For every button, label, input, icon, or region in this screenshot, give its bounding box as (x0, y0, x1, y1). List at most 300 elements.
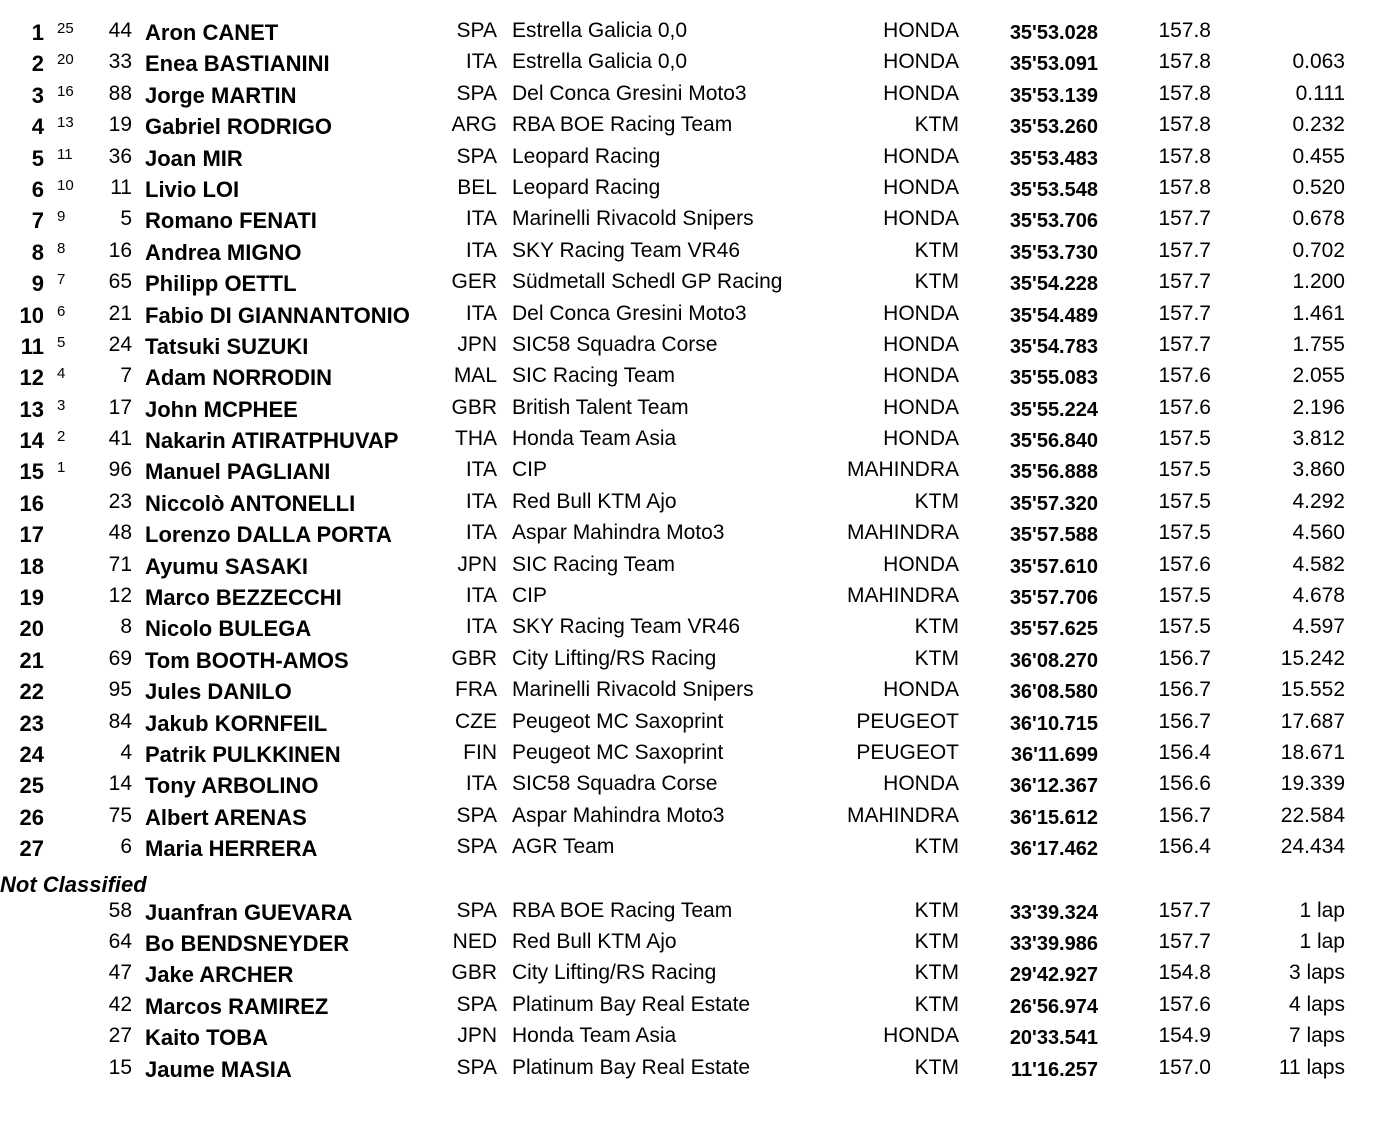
rider-number: 8 (120, 615, 132, 639)
rider-number: 41 (108, 427, 132, 451)
avg-speed: 157.5 (1158, 521, 1211, 545)
position: 25 (19, 773, 44, 799)
results-table (0, 16, 1376, 1084)
position: 26 (19, 804, 44, 830)
rider-number: 27 (108, 1024, 132, 1048)
team-name: RBA BOE Racing Team (512, 113, 733, 137)
gap: 0.678 (1292, 207, 1345, 231)
manufacturer: KTM (914, 961, 959, 985)
total-time: 36'11.699 (1010, 743, 1098, 766)
nation: ITA (465, 489, 497, 513)
result-row (0, 707, 1376, 738)
avg-speed: 157.6 (1158, 552, 1211, 576)
avg-speed: 157.6 (1158, 992, 1211, 1016)
manufacturer: KTM (914, 113, 959, 137)
rider-name: Ayumu SASAKI (145, 553, 308, 579)
nation: SPA (456, 992, 497, 1016)
nation: ITA (465, 301, 497, 325)
team-name: Del Conca Gresini Moto3 (512, 301, 747, 325)
points: 4 (57, 365, 66, 383)
team-name: British Talent Team (512, 395, 689, 419)
gap: 0.702 (1292, 238, 1345, 262)
rider-name: John MCPHEE (145, 396, 298, 422)
total-time: 35'57.588 (1009, 524, 1098, 547)
manufacturer: KTM (914, 238, 959, 262)
nation: ITA (465, 50, 497, 74)
total-time: 36'10.715 (1009, 712, 1098, 735)
total-time: 35'55.224 (1009, 398, 1098, 421)
total-time: 33'39.324 (1009, 901, 1098, 924)
manufacturer: PEUGEOT (856, 709, 959, 733)
avg-speed: 157.7 (1158, 332, 1211, 356)
nation: GBR (451, 961, 497, 985)
position: 14 (19, 428, 44, 454)
avg-speed: 156.4 (1158, 740, 1211, 764)
rider-number: 17 (108, 395, 132, 419)
nation: FIN (463, 740, 497, 764)
manufacturer: HONDA (883, 81, 959, 105)
manufacturer: HONDA (883, 395, 959, 419)
points: 8 (57, 239, 66, 257)
result-row (0, 550, 1376, 581)
gap: 18.671 (1280, 740, 1345, 764)
gap: 15.552 (1280, 678, 1345, 702)
avg-speed: 157.5 (1158, 427, 1211, 451)
result-row (0, 769, 1376, 800)
total-time: 29'42.927 (1009, 964, 1098, 987)
gap: 4.292 (1292, 489, 1345, 513)
nation: FRA (455, 678, 497, 702)
points: 5 (57, 333, 66, 351)
avg-speed: 157.7 (1158, 929, 1211, 953)
rider-number: 12 (108, 584, 132, 608)
rider-number: 84 (108, 709, 132, 733)
position: 3 (31, 82, 44, 108)
team-name: SKY Racing Team VR46 (512, 615, 741, 639)
manufacturer: KTM (914, 270, 959, 294)
gap: 1.200 (1292, 270, 1345, 294)
avg-speed: 157.8 (1158, 81, 1211, 105)
avg-speed: 157.8 (1158, 19, 1211, 42)
manufacturer: MAHINDRA (846, 521, 959, 545)
rider-number: 11 (110, 175, 132, 199)
avg-speed: 157.5 (1158, 615, 1211, 639)
gap: 4 laps (1288, 992, 1345, 1016)
team-name: Aspar Mahindra Moto3 (512, 803, 725, 827)
not-classified-heading: Not Classified (0, 871, 147, 897)
gap: 0.063 (1292, 50, 1345, 74)
rider-number: 95 (108, 678, 132, 702)
total-time: 20'33.541 (1009, 1027, 1098, 1050)
points: 13 (57, 114, 74, 132)
total-time: 35'54.489 (1009, 304, 1098, 327)
nation: GBR (451, 646, 497, 670)
gap: 4.560 (1292, 521, 1345, 545)
position: 7 (31, 208, 44, 234)
team-name: Honda Team Asia (512, 427, 677, 451)
team-name: Peugeot MC Saxoprint (512, 740, 724, 764)
avg-speed: 156.7 (1158, 678, 1211, 702)
rider-name: Maria HERRERA (145, 836, 318, 862)
rider-name: Tom BOOTH-AMOS (145, 647, 349, 673)
team-name: Aspar Mahindra Moto3 (512, 521, 725, 545)
rider-name: Nakarin ATIRATPHUVAP (145, 428, 399, 454)
manufacturer: PEUGEOT (856, 740, 959, 764)
position: 21 (19, 647, 44, 673)
position: 2 (31, 51, 44, 77)
total-time: 35'53.730 (1009, 241, 1098, 264)
rider-number: 69 (108, 646, 132, 670)
points: 2 (57, 428, 66, 446)
rider-number: 48 (108, 521, 132, 545)
points: 11 (57, 145, 73, 163)
rider-number: 33 (108, 50, 132, 74)
gap: 19.339 (1280, 772, 1345, 796)
rider-name: Livio LOI (145, 176, 240, 202)
result-row (0, 832, 1376, 863)
total-time: 33'39.986 (1009, 932, 1098, 955)
rider-number: 88 (108, 81, 132, 105)
gap: 0.520 (1292, 175, 1345, 199)
avg-speed: 157.8 (1158, 175, 1211, 199)
rider-number: 16 (108, 238, 132, 262)
result-row (0, 738, 1376, 769)
rider-name: Tony ARBOLINO (145, 773, 319, 799)
manufacturer: KTM (914, 1055, 959, 1079)
result-row (0, 267, 1376, 298)
gap: 1 lap (1299, 898, 1345, 922)
manufacturer: HONDA (883, 50, 959, 74)
team-name: CIP (512, 458, 548, 482)
avg-speed: 157.5 (1158, 584, 1211, 608)
gap: 1.461 (1292, 301, 1345, 325)
result-row (0, 1053, 1376, 1084)
rider-name: Tatsuki SUZUKI (145, 333, 309, 359)
rider-number: 23 (108, 489, 132, 513)
result-row (0, 581, 1376, 612)
result-row (0, 204, 1376, 235)
gap: 3.812 (1292, 427, 1345, 451)
total-time: 35'56.888 (1009, 461, 1098, 484)
rider-number: 71 (108, 552, 132, 576)
gap: 0.455 (1292, 144, 1345, 168)
manufacturer: HONDA (883, 678, 959, 702)
gap: 0.111 (1295, 81, 1345, 105)
result-row (0, 330, 1376, 361)
points: 10 (57, 176, 74, 194)
rider-number: 14 (108, 772, 132, 796)
avg-speed: 157.7 (1158, 238, 1211, 262)
total-time: 35'54.228 (1009, 273, 1098, 296)
total-time: 36'17.462 (1009, 838, 1098, 861)
points: 6 (57, 302, 66, 320)
points: 16 (57, 82, 74, 100)
total-time: 35'56.840 (1009, 430, 1098, 453)
points: 9 (57, 208, 66, 226)
position: 27 (19, 836, 44, 862)
avg-speed: 157.0 (1158, 1055, 1211, 1079)
rider-name: Joan MIR (145, 145, 243, 171)
rider-name: Enea BASTIANINI (145, 51, 330, 77)
nation: BEL (457, 175, 497, 199)
result-row (0, 173, 1376, 204)
rider-name: Aron CANET (145, 20, 279, 45)
nation: SPA (456, 898, 497, 922)
team-name: Leopard Racing (512, 175, 661, 199)
result-row (0, 958, 1376, 989)
nation: MAL (453, 364, 497, 388)
rider-name: Jake ARCHER (145, 962, 294, 988)
team-name: AGR Team (512, 835, 615, 859)
team-name: Leopard Racing (512, 144, 661, 168)
result-row (0, 16, 1376, 47)
result-row (0, 927, 1376, 958)
position: 19 (19, 585, 44, 611)
team-name: Red Bull KTM Ajo (512, 489, 677, 513)
rider-number: 42 (108, 992, 132, 1016)
manufacturer: HONDA (883, 207, 959, 231)
total-time: 35'54.783 (1009, 335, 1098, 358)
total-time: 26'56.974 (1009, 995, 1098, 1018)
gap: 4.678 (1292, 584, 1345, 608)
total-time: 35'53.028 (1009, 22, 1098, 44)
nation: ARG (451, 113, 497, 137)
nation: JPN (457, 1024, 497, 1048)
avg-speed: 157.6 (1158, 395, 1211, 419)
rider-name: Fabio DI GIANNANTONIO (145, 302, 410, 328)
avg-speed: 157.7 (1158, 270, 1211, 294)
position: 6 (31, 176, 44, 202)
nation: ITA (465, 615, 497, 639)
rider-name: Bo BENDSNEYDER (145, 930, 350, 956)
position: 17 (19, 522, 44, 548)
rider-number: 21 (108, 301, 132, 325)
gap: 3.860 (1292, 458, 1345, 482)
total-time: 35'53.260 (1009, 116, 1098, 139)
position: 13 (19, 396, 44, 422)
rider-number: 36 (108, 144, 132, 168)
avg-speed: 156.7 (1158, 709, 1211, 733)
avg-speed: 157.5 (1158, 489, 1211, 513)
avg-speed: 157.7 (1158, 898, 1211, 922)
total-time: 35'53.706 (1009, 210, 1098, 233)
avg-speed: 156.7 (1158, 646, 1211, 670)
gap: 2.196 (1292, 395, 1345, 419)
nation: GER (451, 270, 497, 294)
rider-name: Juanfran GUEVARA (145, 899, 353, 925)
rider-name: Marco BEZZECCHI (145, 585, 342, 611)
total-time: 35'57.610 (1009, 555, 1098, 578)
manufacturer: KTM (914, 898, 959, 922)
nation: CZE (455, 709, 497, 733)
not-classified-section (0, 864, 1376, 896)
gap: 24.434 (1280, 835, 1345, 859)
manufacturer: HONDA (883, 552, 959, 576)
manufacturer: HONDA (883, 772, 959, 796)
avg-speed: 157.8 (1158, 113, 1211, 137)
manufacturer: KTM (914, 992, 959, 1016)
position: 16 (19, 490, 44, 516)
rider-name: Niccolò ANTONELLI (145, 490, 356, 516)
nation: NED (452, 929, 497, 953)
points: 25 (57, 20, 74, 37)
gap: 1.755 (1292, 332, 1345, 356)
result-row (0, 110, 1376, 141)
total-time: 36'15.612 (1009, 806, 1098, 829)
result-row (0, 393, 1376, 424)
gap: 2.055 (1292, 364, 1345, 388)
avg-speed: 157.7 (1158, 207, 1211, 231)
avg-speed: 157.6 (1158, 364, 1211, 388)
position: 8 (31, 239, 44, 265)
manufacturer: HONDA (883, 301, 959, 325)
result-row (0, 299, 1376, 330)
rider-name: Jakub KORNFEIL (145, 710, 328, 736)
manufacturer: KTM (914, 489, 959, 513)
team-name: Platinum Bay Real Estate (512, 1055, 751, 1079)
rider-name: Nicolo BULEGA (145, 616, 312, 642)
rider-name: Jules DANILO (145, 679, 292, 705)
manufacturer: MAHINDRA (846, 584, 959, 608)
total-time: 35'57.320 (1009, 492, 1098, 515)
rider-number: 58 (108, 898, 132, 922)
rider-name: Lorenzo DALLA PORTA (145, 522, 392, 548)
manufacturer: MAHINDRA (846, 458, 959, 482)
rider-name: Marcos RAMIREZ (145, 993, 329, 1019)
nation: JPN (457, 332, 497, 356)
result-row (0, 675, 1376, 706)
total-time: 11'16.257 (1010, 1058, 1098, 1081)
nation: SPA (456, 144, 497, 168)
result-row (0, 990, 1376, 1021)
result-row (0, 142, 1376, 173)
rider-name: Patrik PULKKINEN (145, 741, 341, 767)
result-row (0, 644, 1376, 675)
manufacturer: HONDA (883, 427, 959, 451)
gap: 4.582 (1292, 552, 1345, 576)
nation: SPA (456, 803, 497, 827)
total-time: 35'57.625 (1009, 618, 1098, 641)
total-time: 35'55.083 (1009, 367, 1098, 390)
position: 4 (31, 114, 44, 140)
avg-speed: 154.8 (1158, 961, 1211, 985)
nation: SPA (456, 81, 497, 105)
position: 12 (19, 365, 44, 391)
gap: 7 laps (1288, 1024, 1345, 1048)
team-name: RBA BOE Racing Team (512, 898, 733, 922)
rider-number: 75 (108, 803, 132, 827)
rider-number: 7 (120, 364, 132, 388)
result-row (0, 612, 1376, 643)
gap: 17.687 (1280, 709, 1345, 733)
nation: SPA (456, 19, 497, 42)
gap: 3 laps (1288, 961, 1345, 985)
team-name: SIC Racing Team (512, 552, 676, 576)
nation: ITA (465, 772, 497, 796)
gap: 11 laps (1278, 1055, 1345, 1079)
manufacturer: HONDA (883, 19, 959, 42)
rider-name: Andrea MIGNO (145, 239, 302, 265)
team-name: Peugeot MC Saxoprint (512, 709, 724, 733)
manufacturer: HONDA (883, 175, 959, 199)
rider-number: 6 (120, 835, 132, 859)
avg-speed: 156.7 (1158, 803, 1211, 827)
total-time: 36'08.580 (1009, 681, 1098, 704)
avg-speed: 156.4 (1158, 835, 1211, 859)
rider-number: 4 (120, 740, 132, 764)
gap: 4.597 (1292, 615, 1345, 639)
position: 10 (19, 302, 44, 328)
team-name: CIP (512, 584, 548, 608)
result-row (0, 47, 1376, 78)
team-name: SIC58 Squadra Corse (512, 332, 718, 356)
result-row (0, 896, 1376, 927)
team-name: Red Bull KTM Ajo (512, 929, 677, 953)
result-row (0, 518, 1376, 549)
nation: THA (455, 427, 497, 451)
total-time: 35'53.091 (1009, 53, 1098, 76)
rider-name: Jorge MARTIN (145, 82, 297, 108)
rider-name: Romano FENATI (145, 208, 317, 234)
manufacturer: HONDA (883, 364, 959, 388)
position: 11 (20, 333, 44, 359)
position: 23 (19, 710, 44, 736)
manufacturer: HONDA (883, 1024, 959, 1048)
team-name: Marinelli Rivacold Snipers (512, 207, 754, 231)
rider-name: Jaume MASIA (145, 1056, 292, 1082)
total-time: 35'53.483 (1009, 147, 1098, 170)
nation: ITA (465, 238, 497, 262)
points: 7 (57, 271, 66, 289)
team-name: SIC Racing Team (512, 364, 676, 388)
not-classified-results (0, 896, 1376, 1084)
nation: SPA (456, 1055, 497, 1079)
position: 1 (31, 20, 44, 45)
rider-number: 19 (108, 113, 132, 137)
gap: 1 lap (1299, 929, 1345, 953)
avg-speed: 157.7 (1158, 301, 1211, 325)
rider-number: 96 (108, 458, 132, 482)
gap: 15.242 (1280, 646, 1345, 670)
result-row (0, 236, 1376, 267)
rider-number: 15 (108, 1055, 132, 1079)
position: 9 (31, 271, 44, 297)
result-row (0, 424, 1376, 455)
points: 20 (57, 51, 74, 69)
position: 18 (19, 553, 44, 579)
points: 3 (57, 396, 66, 414)
rider-name: Manuel PAGLIANI (145, 459, 331, 485)
result-row (0, 1021, 1376, 1052)
total-time: 35'57.706 (1009, 587, 1098, 610)
points: 1 (57, 459, 66, 477)
manufacturer: KTM (914, 835, 959, 859)
position: 15 (19, 459, 44, 485)
rider-number: 24 (108, 332, 132, 356)
total-time: 36'08.270 (1009, 649, 1098, 672)
manufacturer: HONDA (883, 332, 959, 356)
rider-name: Kaito TOBA (145, 1025, 269, 1051)
avg-speed: 154.9 (1158, 1024, 1211, 1048)
team-name: Südmetall Schedl GP Racing (512, 270, 783, 294)
team-name: SKY Racing Team VR46 (512, 238, 741, 262)
nation: ITA (465, 584, 497, 608)
rider-number: 47 (108, 961, 132, 985)
nation: ITA (465, 521, 497, 545)
position: 20 (19, 616, 44, 642)
team-name: Platinum Bay Real Estate (512, 992, 751, 1016)
classified-results (0, 16, 1376, 864)
